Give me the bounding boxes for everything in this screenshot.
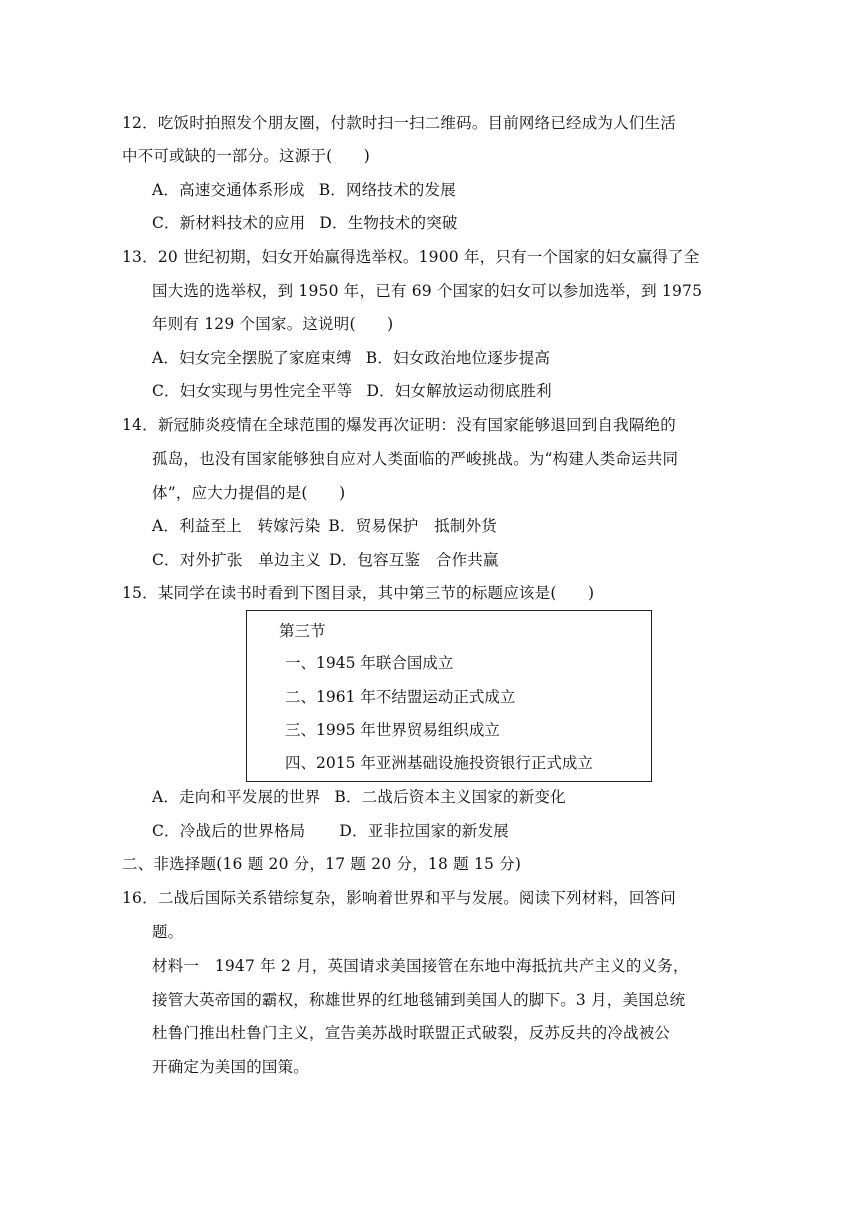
q14-stem-line3: 体”，应大力提倡的是( ) [152,484,346,502]
q15-options-row2 [152,819,509,843]
q15-options-row1 [152,785,566,809]
toc-title: 第三节 [279,622,326,640]
q14-option-a[interactable]: A．利益至上 转嫁污染 [152,517,321,535]
q14-option-d[interactable]: D．包容互鉴 合作共赢 [329,551,499,569]
q12-options-row1 [152,178,456,202]
q12-option-d[interactable]: D．生物技术的突破 [319,214,458,232]
q16-material1-line2: 接管大英帝国的霸权，称雄世界的红地毯铺到美国人的脚下。3 月，美国总统 [152,991,686,1009]
q16-stem-line1: 16．二战后国际关系错综复杂，影响着世界和平与发展。阅读下列材料，回答问 [122,889,676,907]
q12-options-row2 [152,211,458,235]
toc-item-1: 一、1945 年联合国成立 [285,654,454,672]
q13-option-c[interactable]: C．妇女实现与男性完全平等 [152,382,353,400]
q14-options-row1 [152,514,497,538]
q14-options-row2 [152,548,499,572]
q13-stem-line2: 国大选的选举权，到 1950 年，已有 69 个国家的妇女可以参加选举，到 1975 [152,282,703,300]
q14-option-b[interactable]: B．贸易保护 抵制外货 [328,517,497,535]
toc-item-3: 三、1995 年世界贸易组织成立 [285,721,500,739]
q15-option-b[interactable]: B．二战后资本主义国家的新变化 [334,788,566,806]
toc-item-4: 四、2015 年亚洲基础设施投资银行正式成立 [285,754,593,772]
q16-material1-line4: 开确定为美国的国策。 [152,1058,310,1076]
toc-item-2: 二、1961 年不结盟运动正式成立 [285,688,516,706]
q12-option-c[interactable]: C．新材料技术的应用 [152,214,306,232]
q16-material1-line1: 材料一 1947 年 2 月，英国请求美国接管在东地中海抵抗共产主义的义务， [152,957,689,975]
q12-option-b[interactable]: B．网络技术的发展 [318,181,456,199]
q12-option-a[interactable]: A．高速交通体系形成 [152,181,305,199]
q15-option-c[interactable]: C．冷战后的世界格局 [152,822,306,840]
q15-stem-line1: 15．某同学在读书时看到下图目录，其中第三节的标题应该是( ) [122,584,595,602]
q14-stem-line2: 孤岛，也没有国家能够独自应对人类面临的严峻挑战。为“构建人类命运共同 [152,450,679,468]
q16-stem-line2: 题。 [152,923,184,941]
q15-option-d[interactable]: D．亚非拉国家的新发展 [339,822,510,840]
q12-stem-line1: 12．吃饭时拍照发个朋友圈，付款时扫一扫二维码。目前网络已经成为人们生活 [122,114,676,132]
q13-stem-line3: 年则有 129 个国家。这说明( ) [152,315,394,333]
table-of-contents-box [246,610,652,782]
q13-stem-line1: 13．20 世纪初期，妇女开始赢得选举权。1900 年，只有一个国家的妇女赢得了全 [122,248,700,266]
q13-option-b[interactable]: B．妇女政治地位逐步提高 [365,349,551,367]
q13-option-a[interactable]: A．妇女完全摆脱了家庭束缚 [152,349,352,367]
q13-options-row2 [152,379,552,403]
q16-material1-line3: 杜鲁门推出杜鲁门主义，宣告美苏战时联盟正式破裂，反苏反共的冷战被公 [152,1024,671,1042]
section-heading: 二、非选择题(16 题 20 分，17 题 20 分，18 题 15 分) [122,855,522,873]
q14-option-c[interactable]: C．对外扩张 单边主义 [152,551,322,569]
q13-option-d[interactable]: D．妇女解放运动彻底胜利 [366,382,552,400]
q15-option-a[interactable]: A．走向和平发展的世界 [152,788,321,806]
q12-stem-line2: 中不可或缺的一部分。这源于( ) [122,147,370,165]
q14-stem-line1: 14．新冠肺炎疫情在全球范围的爆发再次证明：没有国家能够退回到自我隔绝的 [122,416,676,434]
q13-options-row1 [152,346,550,370]
